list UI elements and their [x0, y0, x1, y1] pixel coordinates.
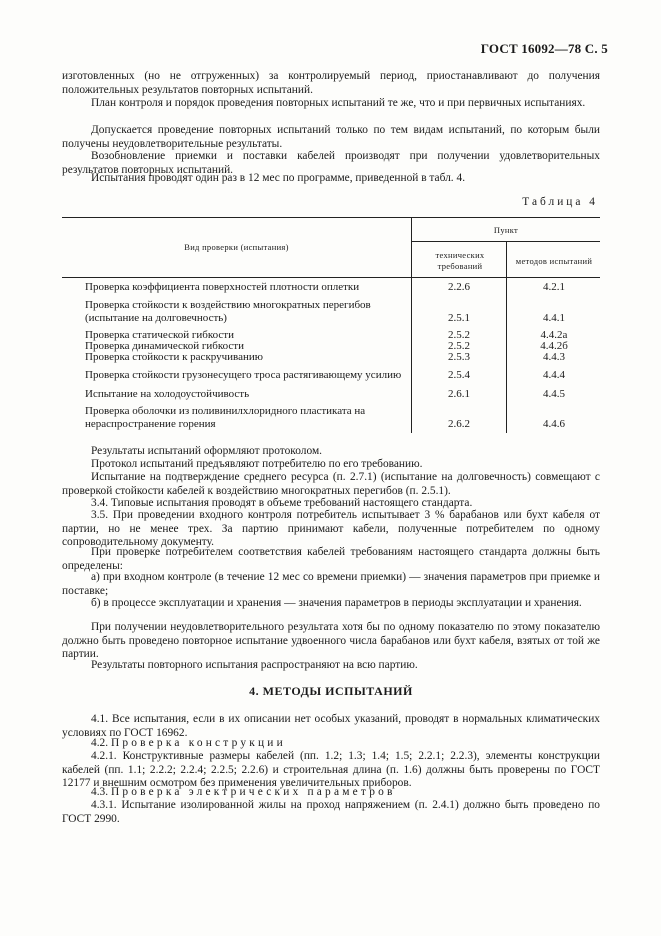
paragraph: 3.4. Типовые испытания проводят в объеме требований настоящего стандарта.	[91, 497, 473, 509]
subsection-number: 4.3.	[91, 786, 109, 798]
page-header: ГОСТ 16092—78 С. 5	[480, 41, 608, 56]
paragraph: Испытания проводят один раз в 12 мес по программе, приведенной в табл. 4.	[91, 172, 466, 184]
table-group-header: Пункт	[493, 225, 519, 235]
paragraph: Результаты повторного испытания распространяют на всю партию.	[91, 659, 418, 671]
paragraph: 4.1. Все испытания, если в их описании нет особых указаний, проводят в нормальных климатических условиях по ГОСТ 16962.	[62, 713, 600, 739]
table-row-req: 2.5.2	[448, 329, 470, 341]
paragraph: 4.2.1. Конструктивные размеры кабелей (пп. 1.2; 1.3; 1.4; 1.5; 2.2.1; 2.2.3), элементы конструкции кабелей (пп. 1.1; 2.2.2; 2.2.4; 2.2.5; 2.2.6) и строительная длина (п. 1.6) должны быть проверены по ГОСТ 12177 и внешним осмотром без применения увеличительных приборов.	[62, 750, 600, 790]
subsection-title: Проверка конструкции	[110, 737, 286, 749]
table-row-req: 2.2.6	[448, 281, 470, 293]
table-row-name: Проверка стойкости к воздействию многократных перегибов (испытание на долговечность)	[85, 299, 371, 324]
section-title: 4. МЕТОДЫ ИСПЫТАНИЙ	[249, 684, 413, 698]
table-col3-header: методов испытаний	[515, 256, 593, 266]
table-row-name: Проверка статической гибкости	[85, 329, 235, 341]
paragraph: б) в процессе эксплуатации и хранения — значения параметров в периоды эксплуатации и хранения.	[91, 597, 582, 609]
table-row-method: 4.4.5	[543, 388, 565, 400]
paragraph: При получении неудовлетворительного результата хотя бы по одному показателю по этому показателю должно быть проведено повторное испытание удвоенного числа барабанов или бухт кабеля, взятых от той же партии.	[62, 621, 600, 661]
paragraph: 3.5. При проведении входного контроля потребитель испытывает 3 % барабанов или бухт кабеля от партии, но не менее трех. За партию принимают кабели, полученные потребителем по одному сопроводительному документу.	[62, 509, 600, 549]
table-row-name: Проверка динамической гибкости	[85, 340, 244, 352]
table-row-method: 4.2.1	[543, 281, 565, 293]
table-row-method: 4.4.4	[543, 369, 565, 381]
table-row-method: 4.4.2а	[540, 329, 568, 341]
table-row-req: 2.5.4	[448, 369, 470, 381]
table-col2-header: технических требований	[435, 250, 485, 271]
paragraph: Протокол испытаний предъявляют потребителю по его требованию.	[91, 458, 423, 470]
table-col1-header: Вид проверки (испытания)	[184, 242, 289, 252]
paragraph: а) при входном контроле (в течение 12 мес со времени приемки) — значения параметров при приемке и поставке;	[62, 571, 600, 597]
table-header-rule	[62, 277, 600, 278]
table-row-req: 2.5.2	[448, 340, 470, 352]
table-row-name: Проверка стойкости к раскручиванию	[85, 351, 263, 363]
subsection-heading	[62, 737, 600, 751]
table-row-req: 2.6.1	[448, 388, 470, 400]
paragraph: План контроля и порядок проведения повторных испытаний те же, что и при первичных испытаниях.	[91, 97, 586, 109]
paragraph: Возобновление приемки и поставки кабелей производят при получении удовлетворительных результатов повторных испытаний.	[62, 150, 600, 176]
table-row-name: Проверка оболочки из поливинилхлоридного пластиката на нераспространение горения	[85, 405, 366, 430]
paragraph: Результаты испытаний оформляют протоколом.	[91, 445, 323, 457]
paragraph: изготовленных (но не отгруженных) за контролируемый период, приостанавливают до получения положительных результатов повторных испытаний.	[62, 70, 600, 96]
table-row-name: Проверка коэффициента поверхностей плотности оплетки	[85, 281, 360, 293]
table-top-rule	[62, 217, 600, 218]
table-row-method: 4.4.3	[543, 351, 565, 363]
table-row-name: Испытание на холодоустойчивость	[85, 388, 250, 400]
subsection-number: 4.2.	[91, 737, 109, 749]
table-row-method: 4.4.6	[543, 418, 565, 430]
table-row-name: Проверка стойкости грузонесущего троса растягивающему усилию	[85, 369, 402, 381]
table-row-req: 2.5.3	[448, 351, 470, 363]
paragraph: При проверке потребителем соответствия кабелей требованиям настоящего стандарта должны быть определены:	[62, 546, 600, 572]
table-row-method: 4.4.2б	[540, 340, 568, 352]
subsection-title: Проверка электрических параметров	[110, 786, 396, 798]
table-row-req: 2.5.1	[448, 312, 470, 324]
paragraph: 4.3.1. Испытание изолированной жилы на проход напряжением (п. 2.4.1) должно быть проведено по ГОСТ 2990.	[62, 799, 600, 825]
paragraph: Испытание на подтверждение среднего ресурса (п. 2.7.1) (испытание на долговечность) совмещают с проверкой стойкости кабелей к воздействию многократных перегибов (п. 2.5.1).	[62, 471, 600, 497]
subsection-heading	[62, 786, 600, 800]
table-caption: Таблица 4	[522, 196, 598, 208]
table-row-req: 2.6.2	[448, 418, 470, 430]
table-row-method: 4.4.1	[543, 312, 565, 324]
paragraph: Допускается проведение повторных испытаний только по тем видам испытаний, по которым были получены неудовлетворительные результаты.	[62, 124, 600, 150]
